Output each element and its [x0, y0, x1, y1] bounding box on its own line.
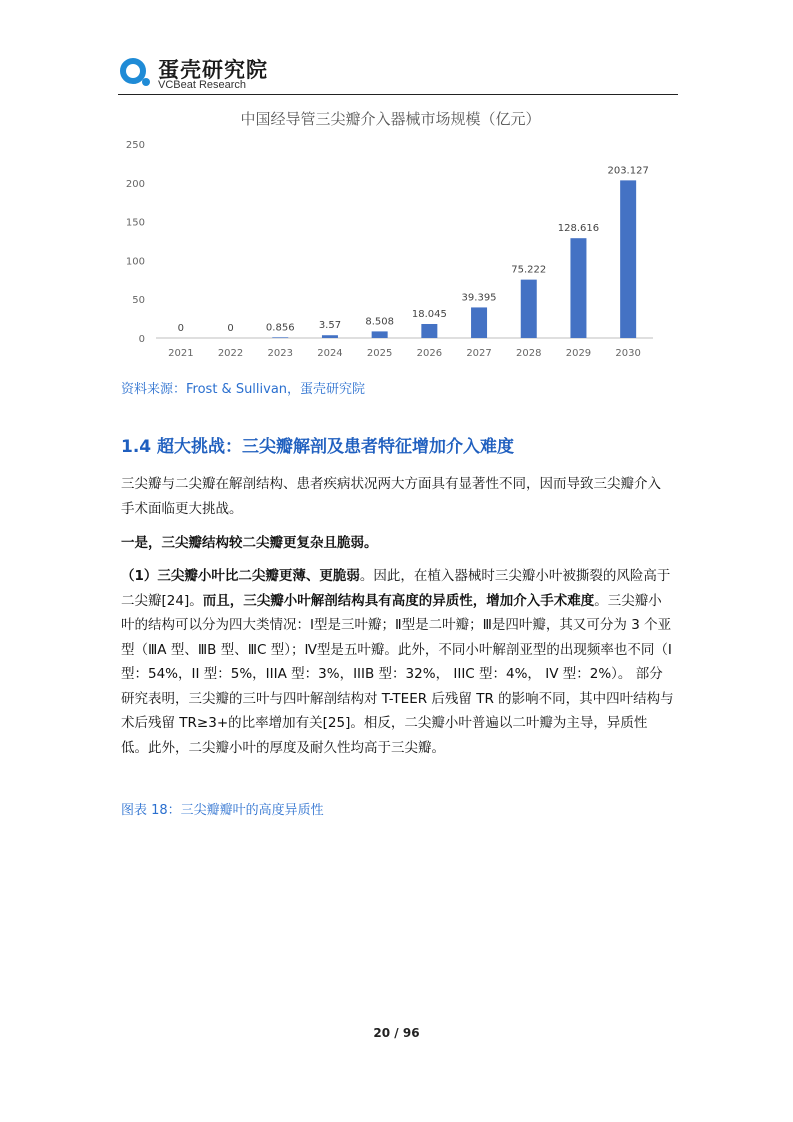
- paragraph-leaflet-detail: [121, 564, 674, 760]
- data-label-2022: 0: [227, 323, 234, 334]
- paragraph-point-one: 一是，三尖瓣结构较二尖瓣更复杂且脆弱。: [121, 535, 378, 551]
- y-tick-label: 200: [125, 178, 145, 190]
- leaflet-heterogeneity-statement: 而且，三尖瓣小叶解剖结构具有高度的异质性，增加介入手术难度: [202, 592, 595, 609]
- x-tick-label-2023: 2023: [267, 348, 293, 359]
- x-tick-label-2027: 2027: [466, 348, 492, 359]
- bar-2023: [272, 337, 288, 338]
- logo-english-text: VCBeat Research: [158, 79, 247, 91]
- leaflet-types-text: 。三尖瓣小叶的结构可以分为四大类情况：Ⅰ型是三叶瓣；Ⅱ型是二叶瓣；Ⅲ是四叶瓣，其又可分为 3 个亚型（ⅢA 型、ⅢB 型、ⅢC 型）；Ⅳ型是五叶瓣。此外，不同小叶解剖亚型的出现频率也不同（I 型：54%，II 型：5%，IIIA 型：3%，IIIB 型：32%， IIIC 型：4%， IV 型：2%）。 部分研究表明，三尖瓣的三叶与四叶解剖结构对 T-TEER 后残留 TR 的影响不同，其中四叶结构与术后残留 TR≥3+的比率增加有关[25]。相反，二尖瓣小叶普遍以二叶瓣为主导，异质性低。此外，二尖瓣小叶的厚度及耐久性均高于三尖瓣。: [121, 592, 674, 756]
- x-tick-label-2028: 2028: [516, 348, 542, 359]
- logo-dot-icon: [142, 78, 150, 86]
- x-tick-label-2022: 2022: [217, 348, 244, 359]
- page-number: 20 / 96: [373, 1026, 420, 1040]
- chart-source: 资料来源：Frost & Sullivan，蛋壳研究院: [121, 382, 366, 397]
- data-label-2025: 8.508: [365, 316, 394, 328]
- leaflet-tear-risk-text: 。因此，在植入器械时三尖瓣小叶被撕裂的风险高于二尖瓣[24]。: [121, 568, 671, 609]
- data-label-2023: 0.856: [265, 322, 295, 334]
- y-tick-label: 250: [125, 140, 145, 151]
- logo-chinese-text: 蛋壳研究院: [158, 58, 268, 82]
- bar-2026: [421, 324, 437, 338]
- leaflet-thin-statement: （1）三尖瓣小叶比二尖瓣更薄、更脆弱: [121, 568, 360, 584]
- bar-2024: [322, 335, 338, 338]
- chart-svg: [118, 104, 663, 366]
- x-tick-label-2026: 2026: [416, 348, 443, 359]
- report-header: [118, 52, 678, 96]
- section-heading: 1.4 超大挑战：三尖瓣解剖及患者特征增加介入难度: [121, 437, 515, 457]
- market-size-chart: [118, 104, 663, 366]
- data-label-2028: 75.222: [511, 264, 547, 276]
- y-tick-label: 100: [125, 256, 145, 268]
- figure-caption: 图表 18：三尖瓣瓣叶的高度异质性: [121, 803, 324, 818]
- bar-2029: [570, 238, 586, 338]
- data-label-2029: 128.616: [557, 223, 600, 235]
- data-label-2030: 203.127: [607, 165, 649, 177]
- x-tick-label-2024: 2024: [317, 348, 343, 359]
- chart-title: 中国经导管三尖瓣介入器械市场规模（亿元）: [240, 110, 541, 128]
- x-tick-label-2021: 2021: [168, 348, 194, 359]
- y-tick-label: 0: [138, 334, 145, 345]
- paragraph-intro: 三尖瓣与二尖瓣在解剖结构、患者疾病状况两大方面具有显著性不同，因而导致三尖瓣介入手术面临更大挑战。: [121, 476, 661, 517]
- data-label-2021: 0: [177, 323, 185, 334]
- bar-2028: [521, 280, 537, 338]
- bar-2025: [372, 331, 388, 338]
- bar-2030: [620, 180, 636, 338]
- x-tick-label-2030: 2030: [615, 348, 641, 359]
- data-label-2027: 39.395: [461, 292, 497, 304]
- data-label-2024: 3.57: [318, 320, 342, 332]
- header-divider: [118, 94, 678, 95]
- bar-2027: [471, 307, 487, 338]
- x-tick-label-2029: 2029: [565, 348, 592, 359]
- y-tick-label: 150: [125, 217, 145, 229]
- data-label-2026: 18.045: [411, 308, 447, 320]
- x-tick-label-2025: 2025: [366, 348, 393, 359]
- y-tick-label: 50: [132, 295, 145, 307]
